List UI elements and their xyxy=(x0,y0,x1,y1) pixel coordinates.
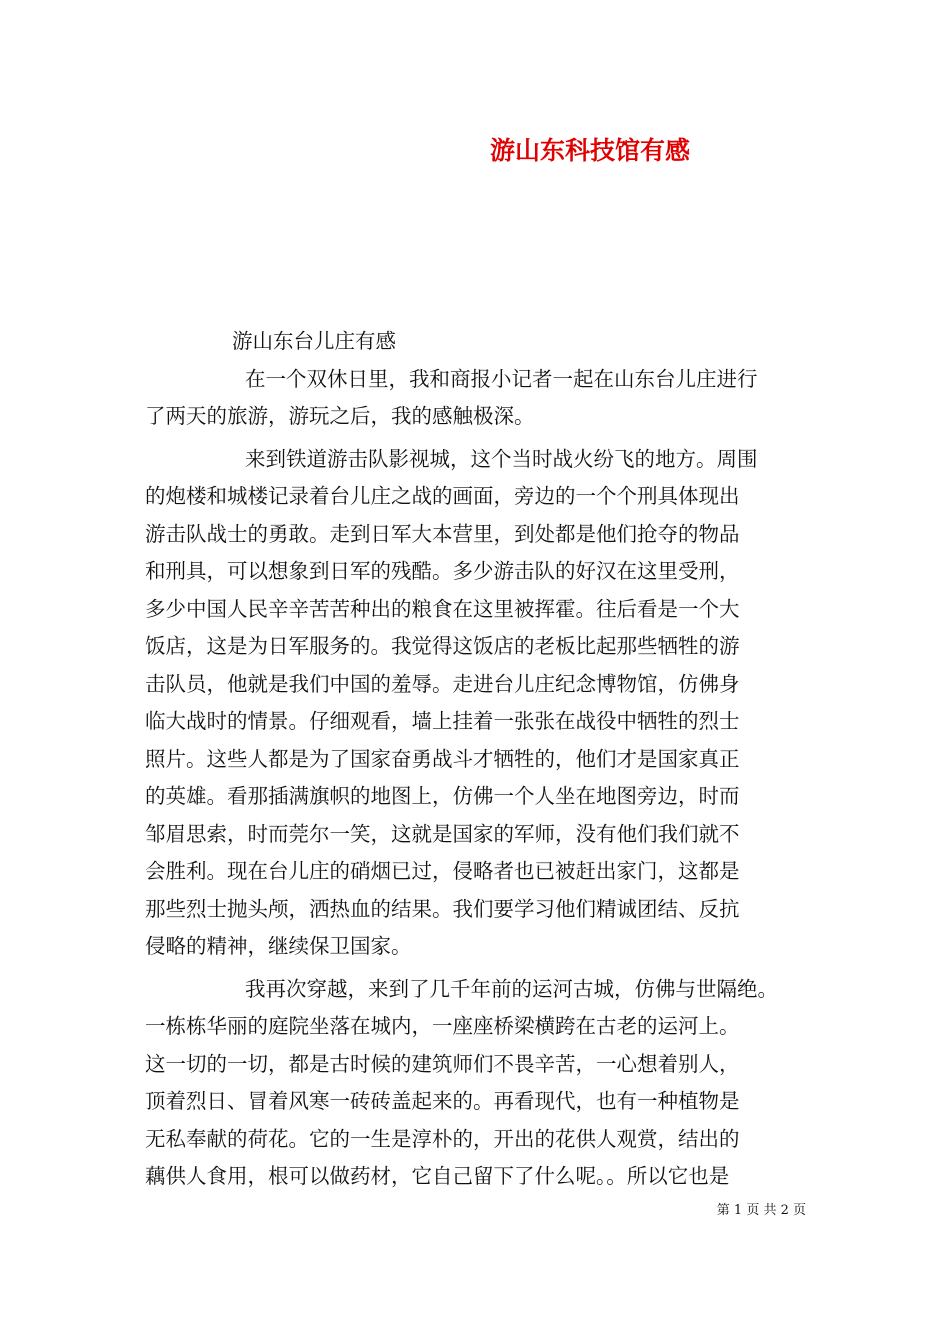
paragraph-line: 临大战时的情景。仔细观看，墙上挂着一张张在战役中牺牲的烈士 xyxy=(145,709,740,733)
paragraph-line: 的英雄。看那插满旗帜的地图上，仿佛一个人坐在地图旁边，时而 xyxy=(145,784,740,808)
paragraph-line: 那些烈士抛头颅，洒热血的结果。我们要学习他们精诚团结、反抗 xyxy=(145,896,740,921)
document-body xyxy=(145,323,815,1196)
paragraph-line: 邹眉思索，时而莞尔一笑，这就是国家的军师，没有他们我们就不 xyxy=(145,821,740,846)
paragraph-line: 击队员，他就是我们中国的羞辱。走进台儿庄纪念博物馆，仿佛身 xyxy=(145,671,740,696)
page-footer: 第 1 页 共 2 页 xyxy=(716,1203,806,1218)
paragraph-line: 侵略的精神，继续保卫国家。 xyxy=(145,934,412,958)
article-subtitle: 游山东台儿庄有感 xyxy=(232,329,396,353)
document-title: 游山东科技馆有感 xyxy=(490,136,691,165)
paragraph-1 xyxy=(145,361,815,436)
paragraph-line: 和刑具，可以想象到日军的残酷。多少游击队的好汉在这里受刑， xyxy=(145,559,740,583)
paragraph-line: 来到铁道游击队影视城，这个当时战火纷飞的地方。周围 xyxy=(245,446,758,471)
paragraph-line: 了两天的旅游，游玩之后，我的感触极深。 xyxy=(145,404,535,428)
paragraph-line: 饭店，这是为日军服务的。我觉得这饭店的老板比起那些牺牲的游 xyxy=(145,634,740,658)
paragraph-line: 游击队战士的勇敢。走到日军大本营里，到处都是他们抢夺的物品 xyxy=(145,521,740,546)
paragraph-line: 一栋栋华丽的庭院坐落在城内，一座座桥梁横跨在古老的运河上。 xyxy=(145,1014,740,1038)
paragraph-line: 这一切的一切，都是古时候的建筑师们不畏辛苦，一心想着别人， xyxy=(145,1051,740,1076)
paragraph-line: 多少中国人民辛辛苦苦种出的粮食在这里被挥霍。往后看是一个大 xyxy=(145,596,740,621)
paragraph-line: 在一个双休日里，我和商报小记者一起在山东台儿庄进行 xyxy=(245,366,758,391)
paragraph-line: 顶着烈日、冒着风寒一砖砖盖起来的。再看现代，也有一种植物是 xyxy=(145,1089,740,1113)
paragraph-2 xyxy=(145,441,815,966)
paragraph-line: 会胜利。现在台儿庄的硝烟已过，侵略者也已被赶出家门，这都是 xyxy=(145,859,740,883)
paragraph-3 xyxy=(145,971,815,1196)
paragraph-line: 的炮楼和城楼记录着台儿庄之战的画面，旁边的一个个刑具体现出 xyxy=(145,484,740,508)
paragraph-line: 藕供人食用，根可以做药材，它自己留下了什么呢。。所以它也是 xyxy=(145,1164,730,1188)
paragraph-line: 我再次穿越，来到了几千年前的运河古城，仿佛与世隔绝。 xyxy=(245,976,778,1001)
paragraph-line: 照片。这些人都是为了国家奋勇战斗才牺牲的，他们才是国家真正 xyxy=(145,746,740,771)
paragraph-line: 无私奉献的荷花。它的一生是淳朴的，开出的花供人观赏，结出的 xyxy=(145,1126,740,1151)
